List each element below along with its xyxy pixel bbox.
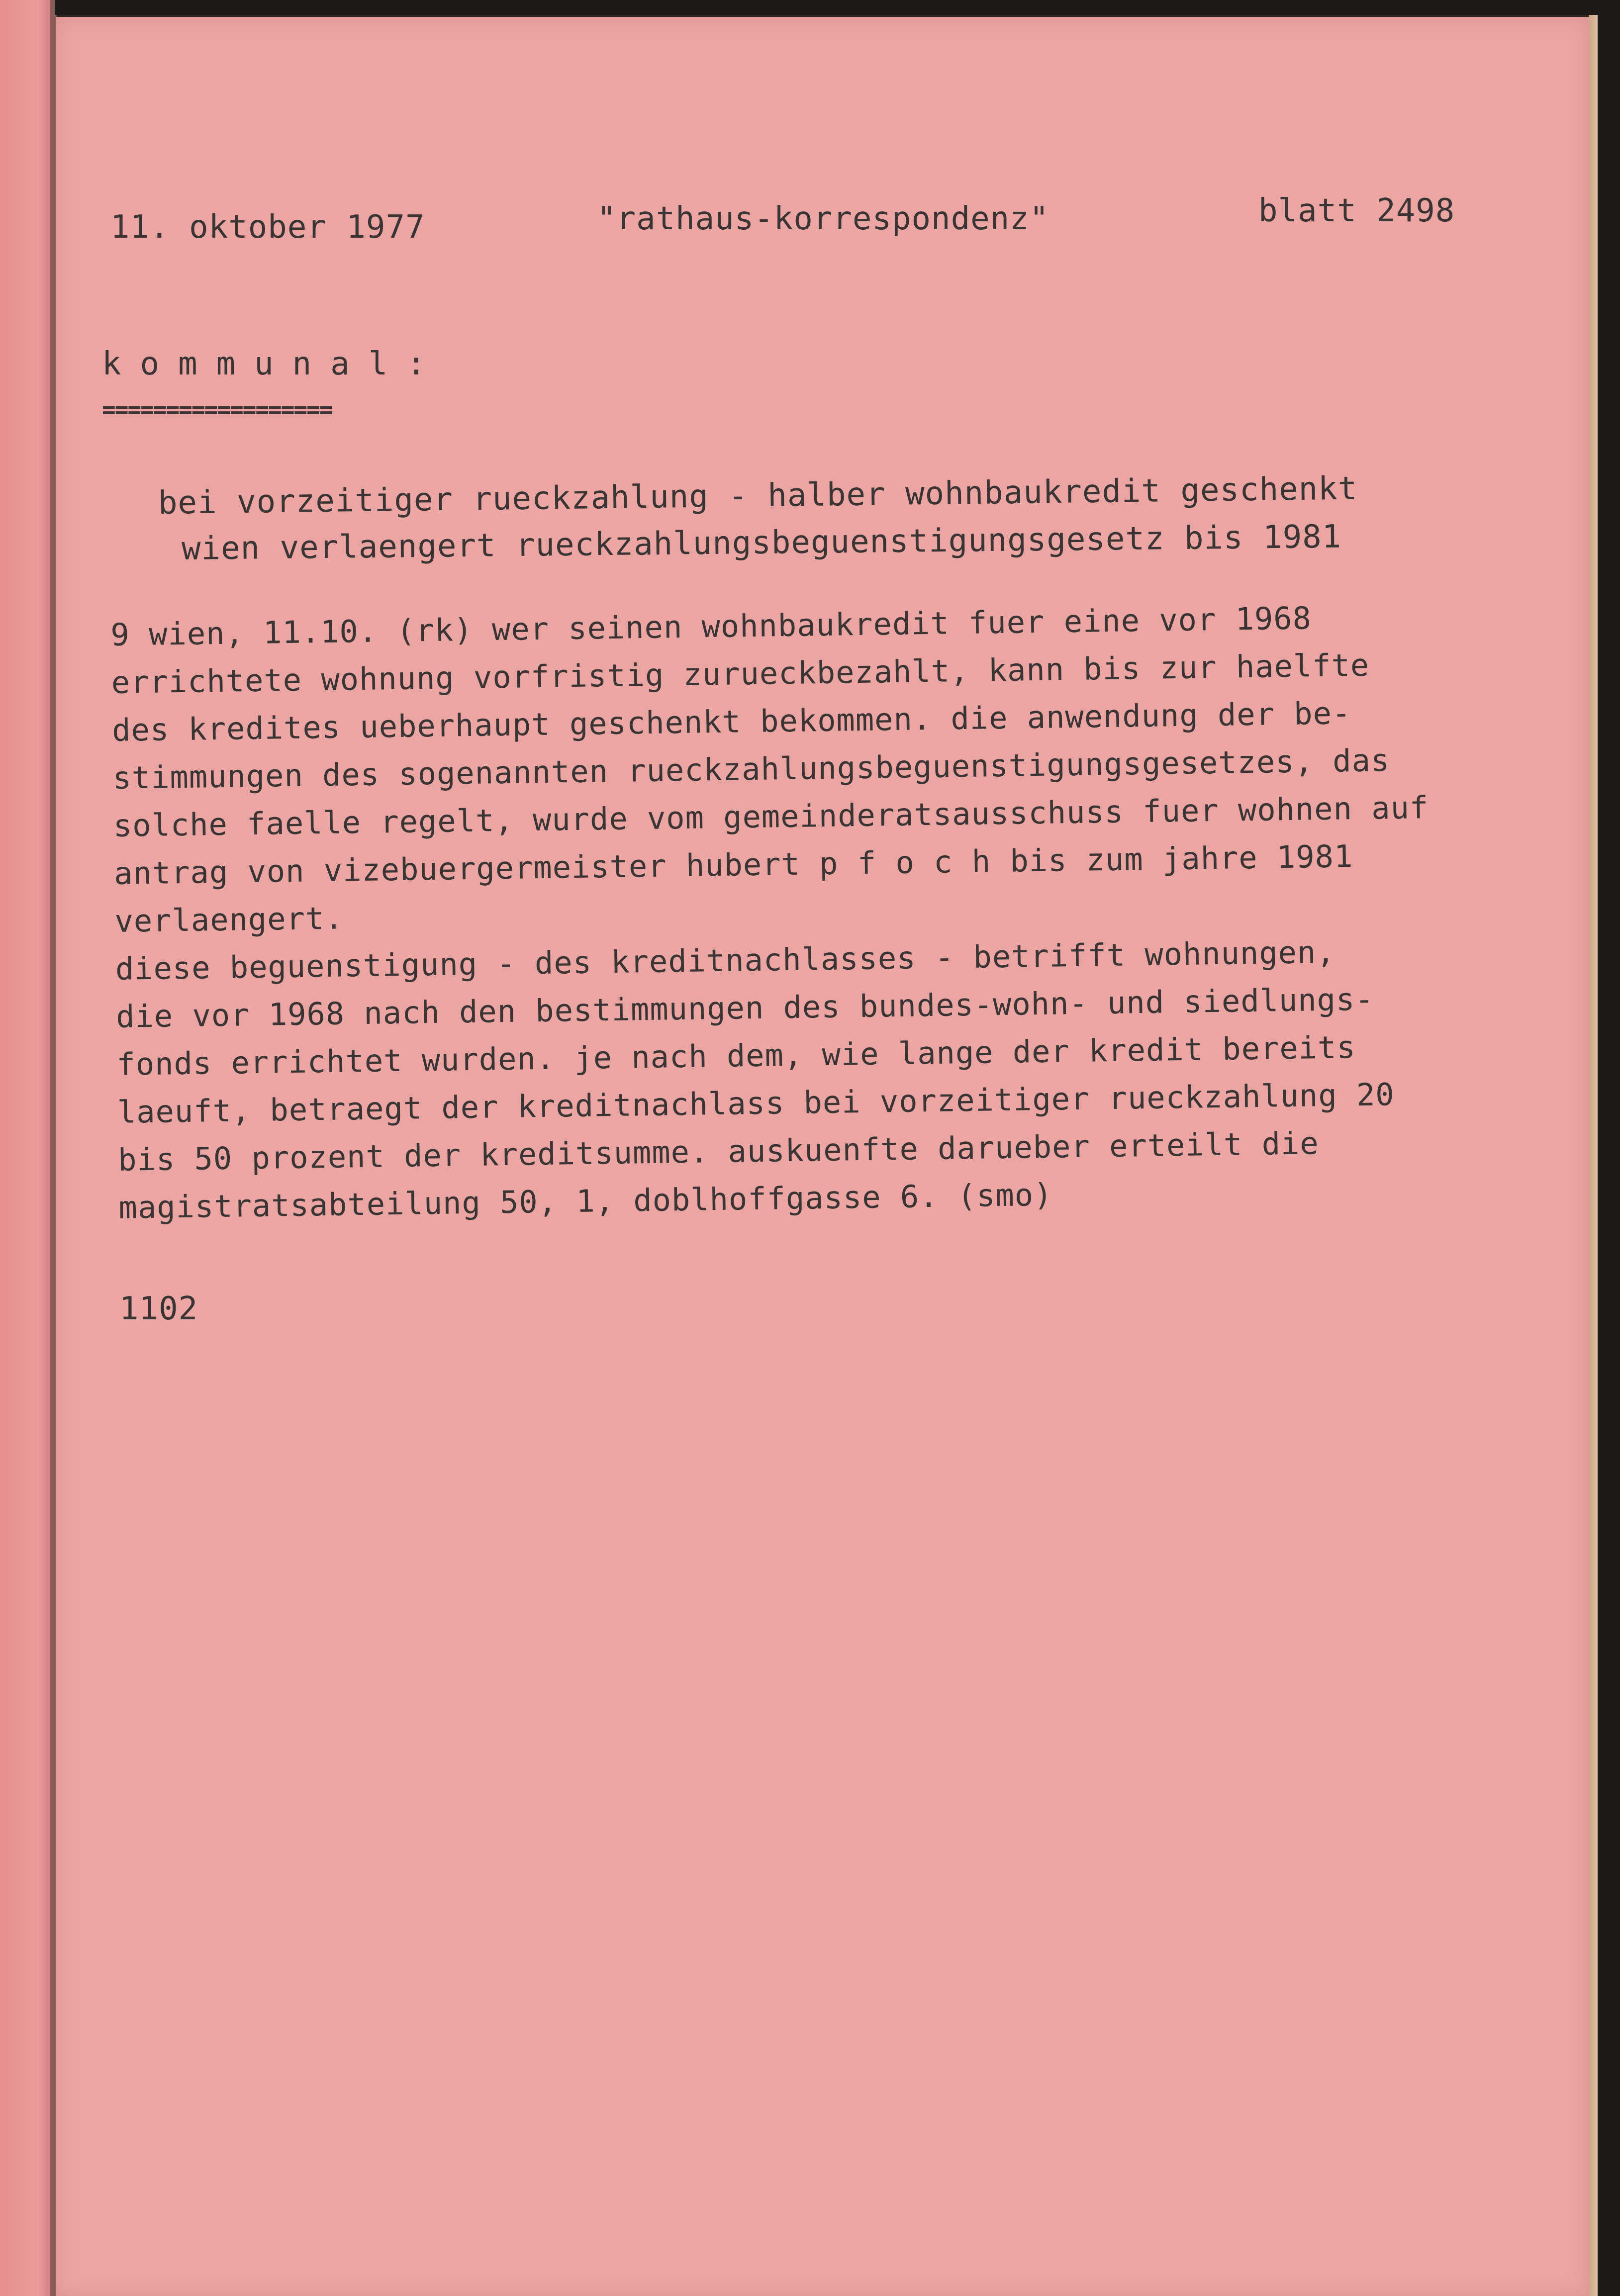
body-line: stimmungen des sogenannten rueckzahlungsbeguenstigungsgesetzes, das: [112, 742, 1390, 796]
body-line: 9 wien, 11.10. (rk) wer seinen wohnbaukredit fuer eine vor 1968: [110, 600, 1312, 653]
footer-code: 1102: [119, 1290, 198, 1327]
body-line: bis 50 prozent der kreditsumme. auskuenfte darueber erteilt die: [117, 1125, 1320, 1178]
body-line: verlaengert.: [114, 900, 344, 939]
scan-frame-right: [1598, 0, 1620, 2296]
header-sheet-number: blatt 2498: [1258, 192, 1455, 229]
section-title: kommunal:: [102, 346, 445, 382]
body-line: antrag von vizebuergermeister hubert p f o c h bis zum jahre 1981: [113, 838, 1353, 892]
header-date: 11. oktober 1977: [110, 209, 425, 246]
body-line: diese beguenstigung - des kreditnachlasses - betrifft wohnungen,: [115, 933, 1336, 987]
section-underline: ==================: [102, 396, 332, 423]
headline-line-1: bei vorzeitiger rueckzahlung - halber wohnbaukredit geschenkt: [158, 470, 1358, 522]
scan-frame-top: [55, 0, 1620, 15]
binding-spine: [0, 0, 55, 2296]
body-line: die vor 1968 nach den bestimmungen des bundes-wohn- und siedlungs-: [115, 981, 1375, 1035]
body-line: fonds errichtet wurden. je nach dem, wie lange der kredit bereits: [116, 1029, 1356, 1083]
body-line: solche faelle regelt, wurde vom gemeinderatsausschuss fuer wohnen auf: [113, 789, 1429, 844]
body-line: magistratsabteilung 50, 1, doblhoffgasse 6. (smo): [118, 1176, 1053, 1226]
body-line: des kredites ueberhaupt geschenkt bekommen. die anwendung der be-: [111, 695, 1351, 748]
header-publication: "rathaus-korrespondenz": [597, 200, 1049, 237]
page-edge: [1589, 15, 1598, 2296]
headline-line-2: wien verlaengert rueckzahlungsbeguenstigungsgesetz bis 1981: [181, 518, 1342, 567]
body-line: laeuft, betraegt der kreditnachlass bei vorzeitiger rueckzahlung 20: [117, 1076, 1395, 1130]
body-line: errichtete wohnung vorfristig zurueckbezahlt, kann bis zur haelfte: [111, 646, 1370, 701]
